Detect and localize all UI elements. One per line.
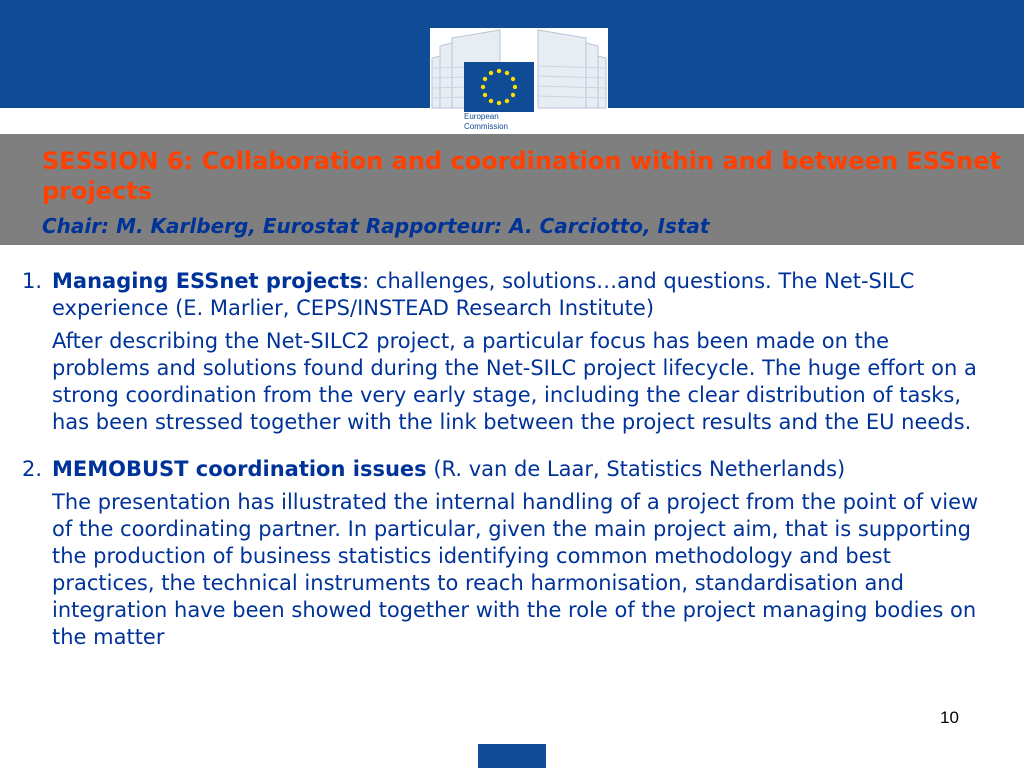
list-item-title [52,268,992,322]
list-item-subheading: : challenges, solutions…and questions. The Net-SILC experience (E. Marlier, CEPS/INSTEAD Research Institute) [52,269,915,320]
list-item-subheading: (R. van de Laar, Statistics Netherlands) [426,457,846,481]
list-item-number: 1. [22,269,43,293]
footer-flag [478,744,546,768]
slide-title: SESSION 6: Collaboration and coordination within and between ESSnet projects [42,147,1002,205]
list-item-heading: MEMOBUST coordination issues [52,457,427,481]
logo-label-line1: European [464,112,499,121]
list-item-heading: Managing ESSnet projects [52,269,363,293]
list-item-number: 2. [22,457,43,481]
list-item-description: The presentation has illustrated the internal handling of a project from the point of view of the coordinating partner. In particular, given the main project aim, that is supporting the production of business statistics identifying common methodology and best practices, the technical instruments to reach harmonisation, standardisation and integration have been showed together with the role of the project managing bodies on the matter [52,490,979,649]
logo-label [464,112,536,132]
page-number: 10 [940,708,959,727]
slide-chair-line: Chair: M. Karlberg, Eurostat Rapporteur: A. Carciotto, Istat [42,214,710,238]
list-item-description: After describing the Net-SILC2 project, a particular focus has been made on the problems and solutions found during the Net-SILC project lifecycle. The huge effort on a strong coordination from the very early stage, including the clear distribution of tasks, has been stressed together with the link between the project results and the EU needs. [52,329,977,434]
logo-label-line2: Commission [464,122,509,131]
list-item-title [52,456,992,483]
slide-content [22,268,1002,651]
list-item [22,268,1002,322]
list-item [22,456,1002,483]
